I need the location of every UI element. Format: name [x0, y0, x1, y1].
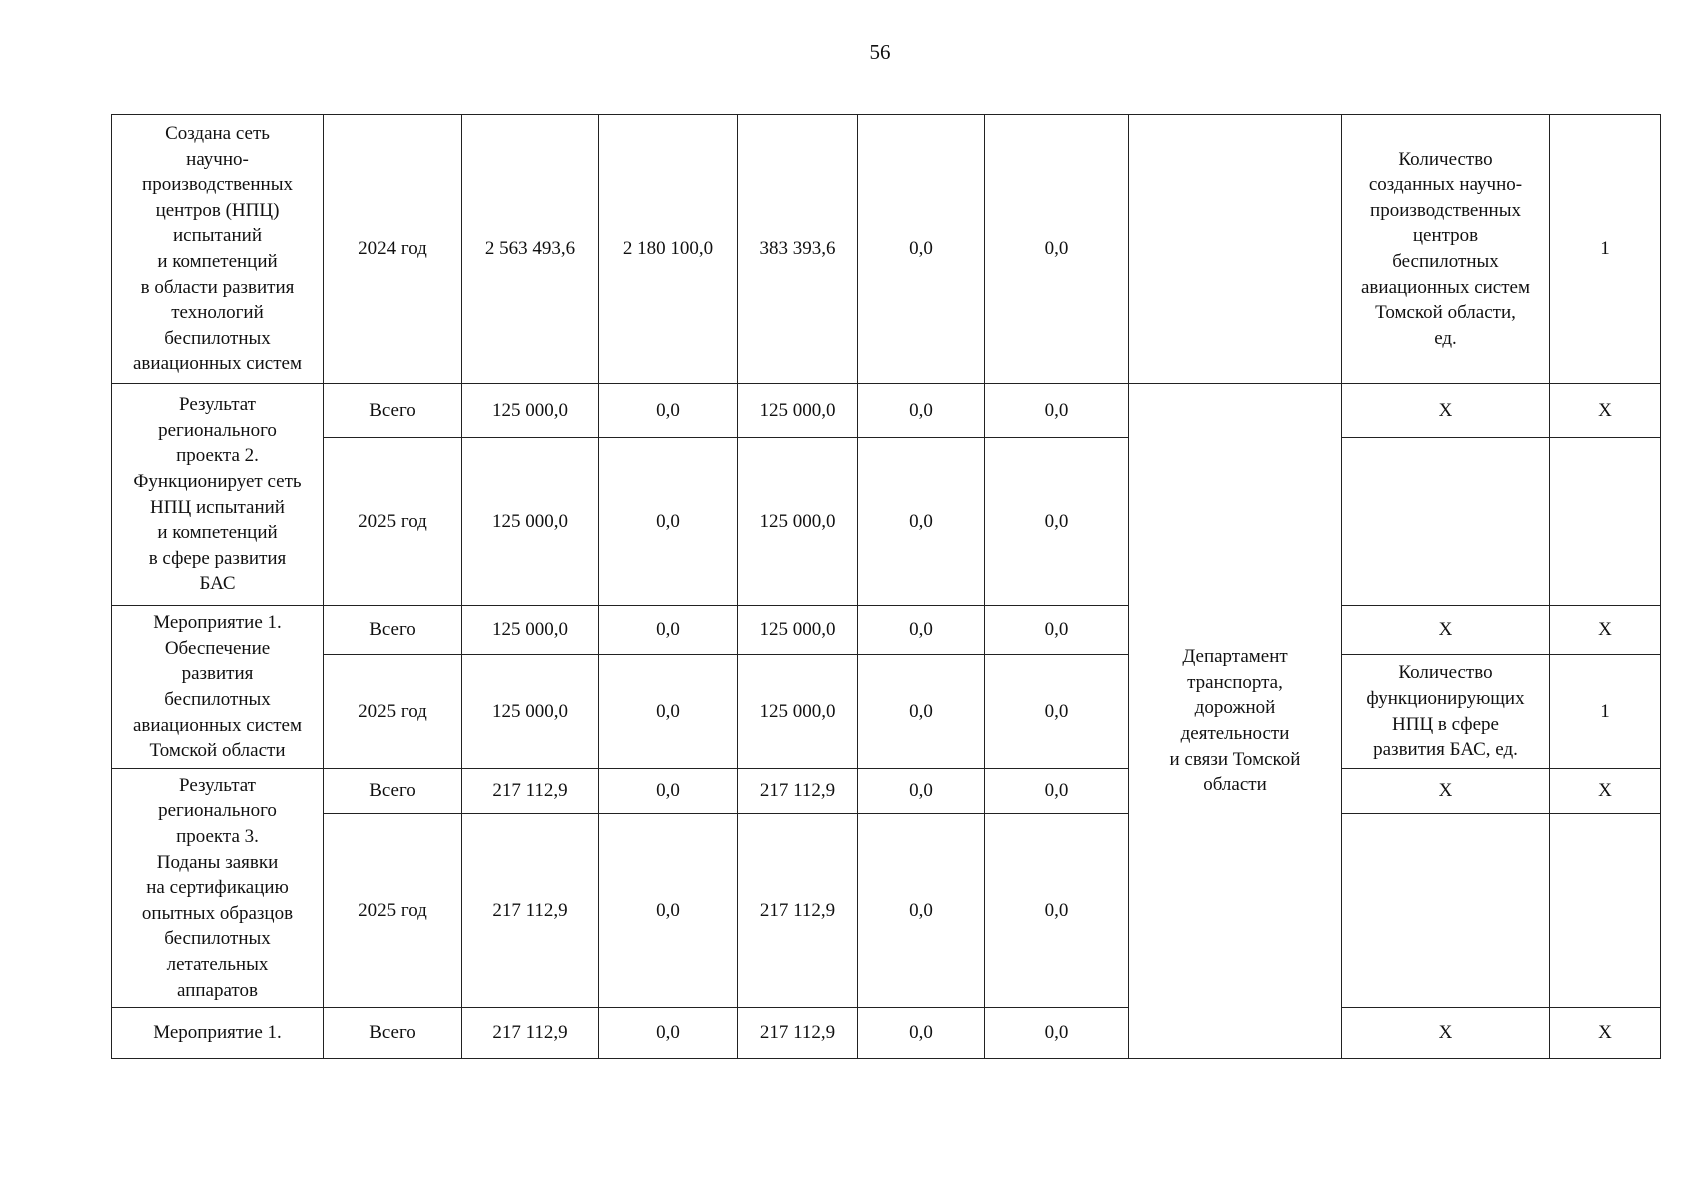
period-cell: Всего — [324, 1008, 462, 1059]
page-number: 56 — [869, 40, 891, 64]
value-cell: 125 000,0 — [462, 606, 599, 655]
value-cell: 0,0 — [599, 438, 738, 606]
value-cell: 0,0 — [858, 769, 985, 814]
period-cell: Всего — [324, 606, 462, 655]
table-row — [112, 438, 1661, 606]
value-cell: 383 393,6 — [738, 115, 858, 384]
value-cell: 0,0 — [599, 655, 738, 769]
value-cell: 125 000,0 — [738, 384, 858, 438]
row-name: Мероприятие 1. — [112, 1008, 324, 1059]
row-name: Результат регионального проекта 2. Функционирует сеть НПЦ испытаний и компетенций в сфере развития БАС — [112, 384, 324, 606]
executor-cell: Департамент транспорта, дорожной деятельности и связи Томской области — [1129, 384, 1342, 1059]
period-cell: 2025 год — [324, 655, 462, 769]
target-cell-empty — [1550, 814, 1661, 1008]
table-row — [112, 115, 1661, 384]
value-cell: 217 112,9 — [738, 1008, 858, 1059]
table-row — [112, 384, 1661, 438]
value-cell: 0,0 — [985, 384, 1129, 438]
row-name: Результат регионального проекта 3. Поданы заявки на сертификацию опытных образцов беспилотных летательных аппаратов — [112, 769, 324, 1008]
row-name: Создана сеть научно- производственных центров (НПЦ) испытаний и компетенций в области развития технологий беспилотных авиационных систем — [112, 115, 324, 384]
value-cell: 0,0 — [858, 814, 985, 1008]
value-cell: 0,0 — [599, 814, 738, 1008]
target-cell: 1 — [1550, 655, 1661, 769]
indicator-cell: X — [1342, 606, 1550, 655]
table-row — [112, 655, 1661, 769]
target-cell: X — [1550, 1008, 1661, 1059]
value-cell: 125 000,0 — [462, 384, 599, 438]
indicator-cell: Количество функционирующих НПЦ в сфере развития БАС, ед. — [1342, 655, 1550, 769]
value-cell: 0,0 — [858, 1008, 985, 1059]
budget-table — [111, 114, 1661, 1059]
period-cell: 2025 год — [324, 814, 462, 1008]
value-cell: 125 000,0 — [462, 655, 599, 769]
value-cell: 0,0 — [985, 655, 1129, 769]
target-cell: X — [1550, 384, 1661, 438]
period-cell: 2024 год — [324, 115, 462, 384]
table-row — [112, 814, 1661, 1008]
value-cell: 0,0 — [985, 438, 1129, 606]
value-cell: 0,0 — [985, 1008, 1129, 1059]
value-cell: 0,0 — [985, 769, 1129, 814]
value-cell: 0,0 — [599, 384, 738, 438]
value-cell: 0,0 — [599, 1008, 738, 1059]
table-row — [112, 1008, 1661, 1059]
value-cell: 0,0 — [599, 606, 738, 655]
value-cell: 217 112,9 — [462, 1008, 599, 1059]
executor-cell-empty — [1129, 115, 1342, 384]
value-cell: 0,0 — [858, 606, 985, 655]
indicator-cell-empty — [1342, 814, 1550, 1008]
period-cell: Всего — [324, 769, 462, 814]
target-cell-empty — [1550, 438, 1661, 606]
value-cell: 125 000,0 — [738, 606, 858, 655]
period-cell: Всего — [324, 384, 462, 438]
value-cell: 125 000,0 — [738, 438, 858, 606]
indicator-cell: X — [1342, 384, 1550, 438]
value-cell: 217 112,9 — [462, 769, 599, 814]
value-cell: 125 000,0 — [738, 655, 858, 769]
target-cell: X — [1550, 769, 1661, 814]
value-cell: 0,0 — [858, 115, 985, 384]
value-cell: 0,0 — [858, 384, 985, 438]
value-cell: 2 180 100,0 — [599, 115, 738, 384]
value-cell: 217 112,9 — [738, 814, 858, 1008]
value-cell: 2 563 493,6 — [462, 115, 599, 384]
target-cell: 1 — [1550, 115, 1661, 384]
value-cell: 0,0 — [985, 814, 1129, 1008]
value-cell: 217 112,9 — [462, 814, 599, 1008]
value-cell: 217 112,9 — [738, 769, 858, 814]
indicator-cell: X — [1342, 769, 1550, 814]
indicator-cell: X — [1342, 1008, 1550, 1059]
indicator-cell: Количество созданных научно- производственных центров беспилотных авиационных систем Томской области, ед. — [1342, 115, 1550, 384]
value-cell: 125 000,0 — [462, 438, 599, 606]
indicator-cell-empty — [1342, 438, 1550, 606]
value-cell: 0,0 — [858, 655, 985, 769]
row-name: Мероприятие 1. Обеспечение развития беспилотных авиационных систем Томской области — [112, 606, 324, 769]
period-cell: 2025 год — [324, 438, 462, 606]
value-cell: 0,0 — [985, 606, 1129, 655]
target-cell: X — [1550, 606, 1661, 655]
table-row — [112, 606, 1661, 655]
table-row — [112, 769, 1661, 814]
value-cell: 0,0 — [985, 115, 1129, 384]
value-cell: 0,0 — [599, 769, 738, 814]
value-cell: 0,0 — [858, 438, 985, 606]
